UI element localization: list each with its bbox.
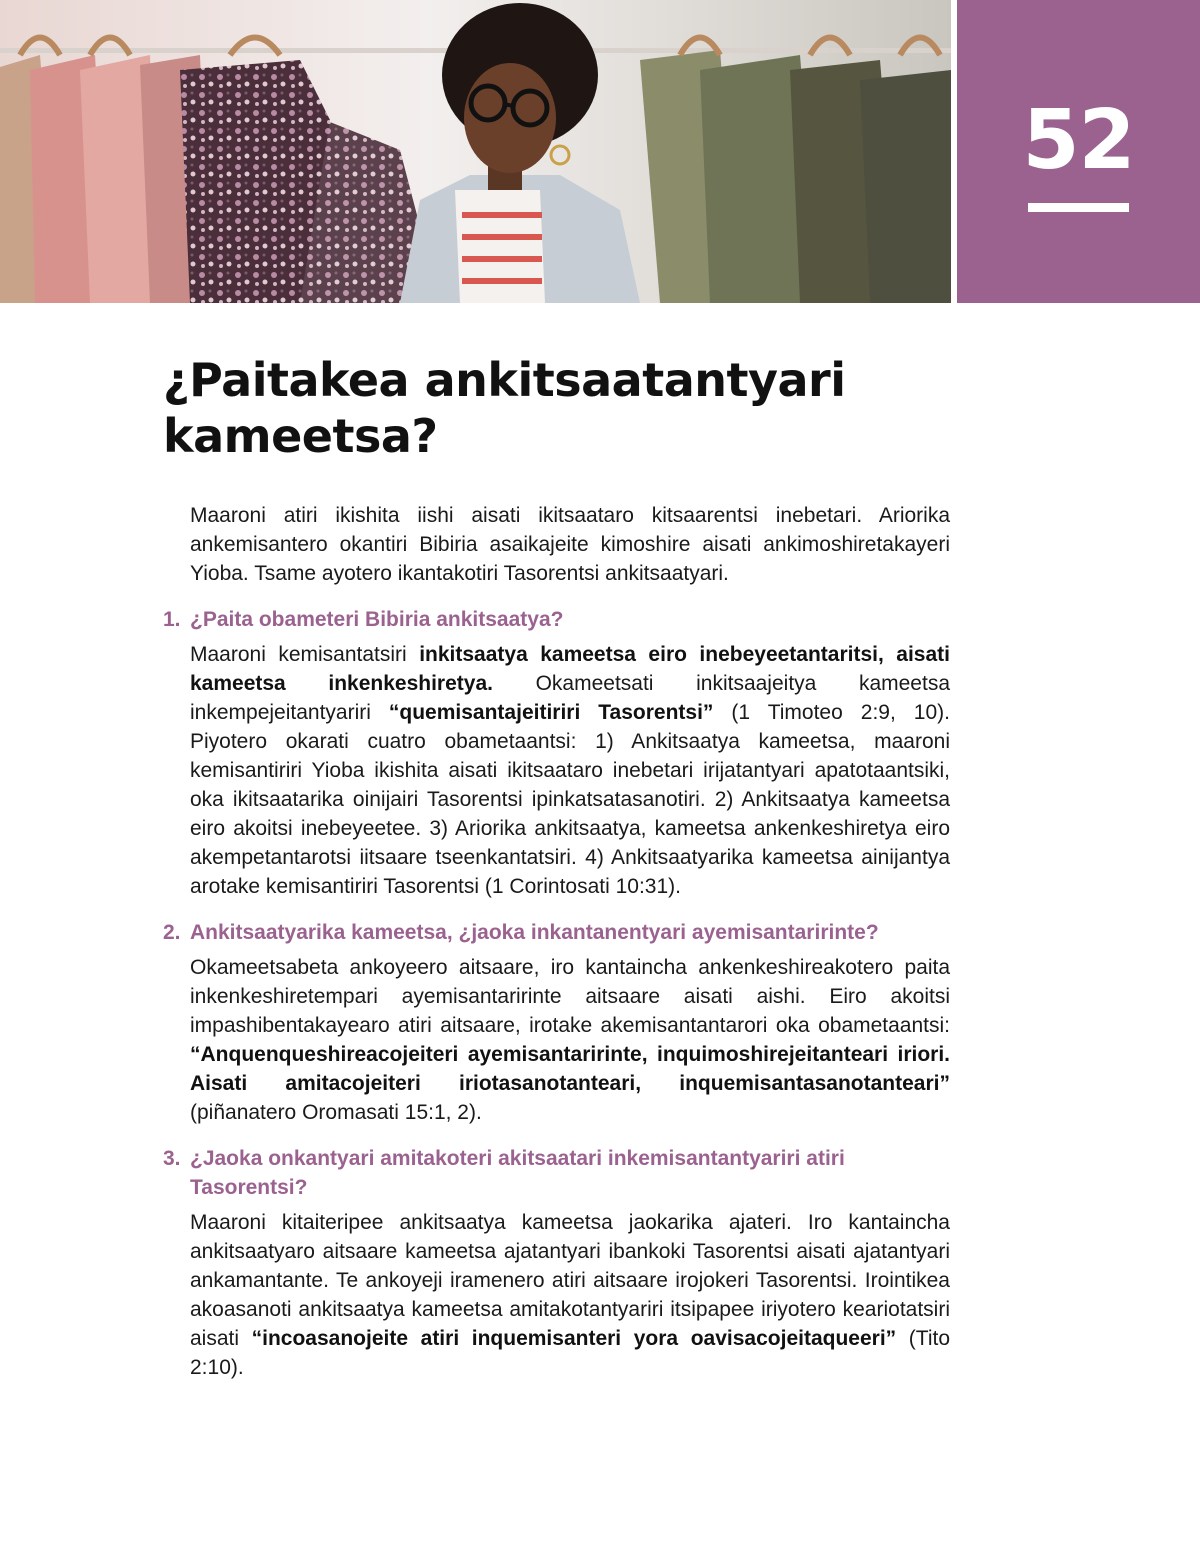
answer-1-part-1: Maaroni kemisantatsiri xyxy=(190,643,420,666)
header-photo xyxy=(0,0,951,303)
intro-paragraph: Maaroni atiri ikishita iishi aisati ikitsaataro kitsaarentsi inebetari. Ariorika ankemisantero okantiri Bibiria asaikajeite kimoshire aisati ankimoshiretakayeri Yioba. Tsame ayotero ikantakotiri Tasorentsi ankitsaatyari. xyxy=(190,504,950,585)
question-2 xyxy=(163,918,950,947)
question-1-number: 1. xyxy=(163,608,181,631)
answer-2 xyxy=(190,953,950,1127)
answer-2-part-2: (piñanatero Oromasati 15:1, 2). xyxy=(190,1101,482,1124)
answer-1-part-3: (1 Timoteo 2:9, 10). Piyotero okarati cuatro obametaantsi: 1) Ankitsaatya kameetsa, maaroni kemisantiriri Yioba ikishita aisati ikitsaataro inebetari irijatantyari apatotaantsiki, oka ikitsaatarika oinijairi Tasorentsi ipinkatsatasanotiri. 2) Ankitsaatya kameetsa eiro akoitsi inebeyeetee. 3) Ariorika ankitsaatya, kameetsa ankenkeshiretya eiro akempetantarotsi iitsaare tseenkantatsiri. 4) Ankitsaatyarika kameetsa ainijantya arotake kemisantiriri Tasorentsi (1 Corintosati 10:31). xyxy=(190,701,950,898)
answer-1 xyxy=(190,640,950,901)
question-1-text: ¿Paita obameteri Bibiria ankitsaatya? xyxy=(190,608,564,631)
question-2-number: 2. xyxy=(163,921,181,944)
answer-1-part-2: Okameetsati inkitsaajeitya kameetsa inkempejeitantyariri xyxy=(190,672,951,724)
answer-2-part-1: Okameetsabeta ankoyeero aitsaare, iro kantaincha ankenkeshireakotero paita inkenkeshiretempari ayemisantaririnte aitsaare aisati aishi. Eiro akoitsi impashibentakayearo atiri aitsaare, irotake akemisantantarori oka obametaantsi: xyxy=(190,956,950,1037)
answer-1-bold-1: inkitsaatya kameetsa eiro inebeyeetantaritsi, aisati kameetsa inkenkeshiretya. xyxy=(190,643,950,695)
lesson-number-box xyxy=(957,0,1200,303)
question-1 xyxy=(163,605,950,634)
lesson-content xyxy=(163,501,951,1399)
page-title: ¿Paitakea ankitsaatantyari kameetsa? xyxy=(163,353,846,463)
answer-3-bold-1: “incoasanojeite atiri inquemisanteri yora oavisacojeitaqueeri” xyxy=(251,1327,897,1350)
lesson-number: 52 xyxy=(1022,93,1135,188)
shopping-photo-illustration xyxy=(0,0,951,303)
answer-3-part-2: (Tito 2:10). xyxy=(190,1327,950,1379)
question-3-text: ¿Jaoka onkantyari amitakoteri akitsaatari inkemisantantyariri atiri Tasorentsi? xyxy=(190,1147,845,1199)
answer-2-bold-1: “Anquenqueshireacojeiteri ayemisantaririnte, inquimoshirejeitanteari iriori. Aisati amitacojeiteri iriotasanotanteari, inquemisantasanotanteari” xyxy=(190,1043,950,1095)
answer-1-bold-2: “quemisantajeitiriri Tasorentsi” xyxy=(388,701,714,724)
question-3 xyxy=(163,1144,950,1202)
answer-3 xyxy=(190,1208,950,1382)
lesson-number-underline xyxy=(1028,203,1129,212)
question-2-text: Ankitsaatyarika kameetsa, ¿jaoka inkantanentyari ayemisantaririnte? xyxy=(190,921,879,944)
question-3-number: 3. xyxy=(163,1147,181,1170)
answer-3-part-1: Maaroni kitaiteripee ankitsaatya kameetsa jaokarika ajateri. Iro kantaincha ankitsaatyaro aitsaare kameetsa ajatantyari ibankoki Tasorentsi aisati ajatantyari ankamantante. Te ankoyeji iramenero atiri aitsaare irojokeri Tasorentsi. Irointikea akoasanoti ankitsaatya kameetsa amitakotantyariri itsipapee iriyotero keariotatsiri aisati xyxy=(190,1211,950,1350)
